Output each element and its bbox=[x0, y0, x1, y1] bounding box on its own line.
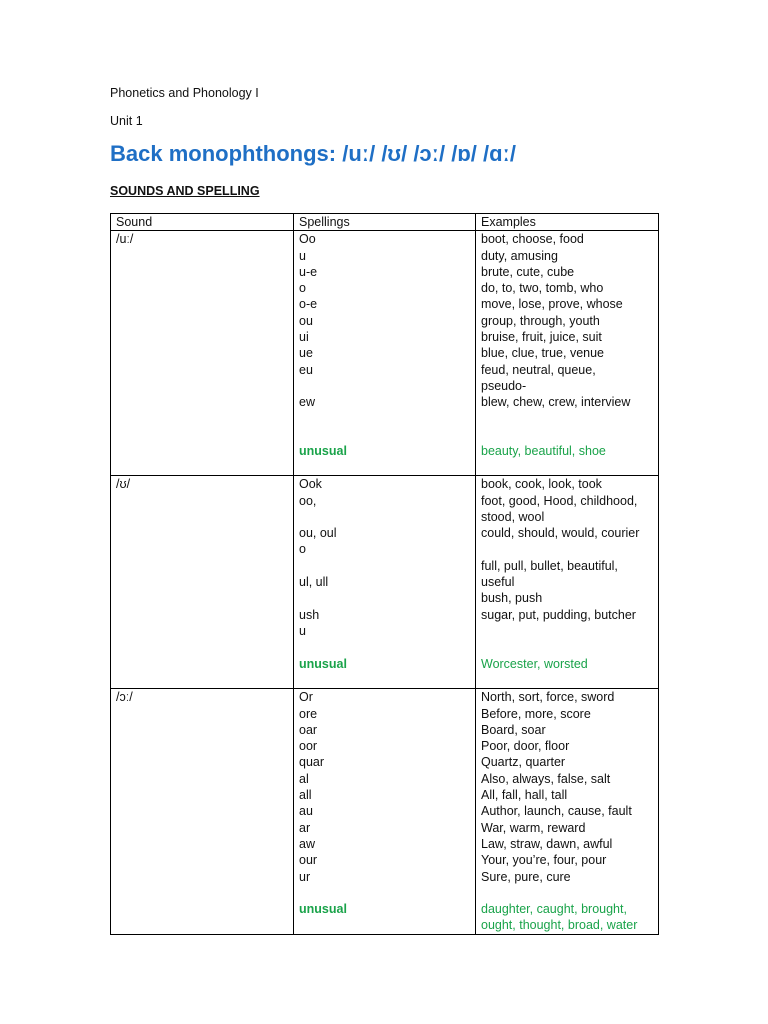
spelling-item: quar bbox=[299, 755, 325, 770]
examples-cell bbox=[476, 476, 659, 689]
example-item: Author, launch, cause, fault bbox=[481, 804, 632, 819]
spellings-cell bbox=[294, 231, 476, 476]
example-item: boot, choose, food bbox=[481, 232, 584, 247]
example-item: Your, you’re, four, pour bbox=[481, 853, 607, 868]
spelling-item: ar bbox=[299, 820, 311, 835]
table-row bbox=[111, 476, 659, 689]
spelling-item bbox=[299, 378, 470, 394]
example-item: duty, amusing bbox=[481, 248, 558, 263]
header-examples: Examples bbox=[476, 214, 659, 231]
spelling-item: ush bbox=[299, 607, 320, 622]
spelling-item: Oo bbox=[299, 232, 316, 247]
spelling-item: Ook bbox=[299, 477, 322, 492]
unusual-example: beauty, beautiful, shoe bbox=[481, 444, 606, 459]
example-item: group, through, youth bbox=[481, 313, 600, 328]
spelling-item bbox=[299, 509, 470, 525]
spelling-item bbox=[299, 558, 470, 574]
section-heading: SOUNDS AND SPELLING bbox=[110, 184, 260, 198]
spellings-cell bbox=[294, 476, 476, 689]
spelling-item: ui bbox=[299, 330, 309, 345]
header-sound: Sound bbox=[111, 214, 294, 231]
example-item: blue, clue, true, venue bbox=[481, 346, 604, 361]
table-header-row bbox=[111, 214, 659, 231]
course-name: Phonetics and Phonology I bbox=[110, 86, 259, 100]
unusual-label: unusual bbox=[299, 902, 347, 917]
example-item bbox=[481, 541, 653, 557]
spelling-item bbox=[299, 411, 470, 427]
spelling-item: u bbox=[299, 623, 306, 638]
spelling-item: ue bbox=[299, 346, 313, 361]
spelling-item: ou, oul bbox=[299, 526, 337, 541]
table-row bbox=[111, 231, 659, 476]
example-item: blew, chew, crew, interview bbox=[481, 395, 631, 410]
example-item: All, fall, hall, tall bbox=[481, 788, 568, 803]
unusual-example: ought, thought, broad, water bbox=[481, 918, 638, 933]
spelling-item bbox=[299, 427, 470, 443]
sound-cell: /uː/ bbox=[111, 231, 294, 476]
spelling-item: o bbox=[299, 281, 306, 296]
unusual-example: daughter, caught, brought, bbox=[481, 902, 627, 917]
spelling-item: aw bbox=[299, 836, 315, 851]
example-item bbox=[481, 427, 653, 443]
example-item bbox=[481, 885, 653, 901]
spelling-item: al bbox=[299, 771, 309, 786]
example-item: Also, always, false, salt bbox=[481, 771, 611, 786]
spelling-item: au bbox=[299, 804, 313, 819]
example-item: pseudo- bbox=[481, 378, 527, 393]
example-item: move, lose, prove, whose bbox=[481, 297, 623, 312]
sounds-spelling-table bbox=[110, 213, 659, 935]
examples-cell bbox=[476, 231, 659, 476]
examples-cell bbox=[476, 689, 659, 934]
example-item: sugar, put, pudding, butcher bbox=[481, 607, 636, 622]
example-item: War, warm, reward bbox=[481, 820, 586, 835]
spelling-item: u-e bbox=[299, 264, 318, 279]
example-item: brute, cute, cube bbox=[481, 264, 575, 279]
example-item: Sure, pure, cure bbox=[481, 869, 571, 884]
spelling-item: all bbox=[299, 788, 312, 803]
table-row bbox=[111, 689, 659, 934]
unusual-example: Worcester, worsted bbox=[481, 656, 588, 671]
example-item: stood, wool bbox=[481, 509, 545, 524]
spelling-item: Or bbox=[299, 690, 313, 705]
spelling-item: oo, bbox=[299, 493, 317, 508]
example-item bbox=[481, 411, 653, 427]
example-item: Board, soar bbox=[481, 722, 546, 737]
spelling-item bbox=[299, 590, 470, 606]
unit-label: Unit 1 bbox=[110, 114, 143, 128]
spelling-item: our bbox=[299, 853, 318, 868]
page-title: Back monophthongs: /uː/ /ʊ/ /ɔː/ /ɒ/ /ɑː/ bbox=[110, 141, 516, 166]
example-item: Law, straw, dawn, awful bbox=[481, 836, 613, 851]
spelling-item: ou bbox=[299, 313, 313, 328]
sound-cell: /ʊ/ bbox=[111, 476, 294, 689]
spelling-item: o bbox=[299, 542, 306, 557]
spelling-item: o-e bbox=[299, 297, 318, 312]
spelling-item: oor bbox=[299, 739, 318, 754]
spelling-item bbox=[299, 885, 470, 901]
example-item: bruise, fruit, juice, suit bbox=[481, 330, 602, 345]
example-item: useful bbox=[481, 575, 515, 590]
spelling-item: ul, ull bbox=[299, 575, 329, 590]
spelling-item: ore bbox=[299, 706, 318, 721]
spelling-item bbox=[299, 639, 470, 655]
spellings-cell bbox=[294, 689, 476, 934]
spelling-item: oar bbox=[299, 722, 318, 737]
example-item: Before, more, score bbox=[481, 706, 591, 721]
example-item bbox=[481, 639, 653, 655]
unusual-label: unusual bbox=[299, 444, 347, 459]
spelling-item: ur bbox=[299, 869, 311, 884]
example-item: full, pull, bullet, beautiful, bbox=[481, 558, 618, 573]
example-item: book, cook, look, took bbox=[481, 477, 602, 492]
example-item: foot, good, Hood, childhood, bbox=[481, 493, 638, 508]
sound-cell: /ɔː/ bbox=[111, 689, 294, 934]
example-item: could, should, would, courier bbox=[481, 526, 640, 541]
spelling-item: u bbox=[299, 248, 306, 263]
example-item: do, to, two, tomb, who bbox=[481, 281, 604, 296]
header-spellings: Spellings bbox=[294, 214, 476, 231]
example-item: Poor, door, floor bbox=[481, 739, 570, 754]
example-item: North, sort, force, sword bbox=[481, 690, 615, 705]
example-item: bush, push bbox=[481, 591, 543, 606]
unusual-label: unusual bbox=[299, 656, 347, 671]
spelling-item: eu bbox=[299, 362, 313, 377]
example-item: Quartz, quarter bbox=[481, 755, 566, 770]
example-item: feud, neutral, queue, bbox=[481, 362, 596, 377]
spelling-item: ew bbox=[299, 395, 315, 410]
example-item bbox=[481, 623, 653, 639]
